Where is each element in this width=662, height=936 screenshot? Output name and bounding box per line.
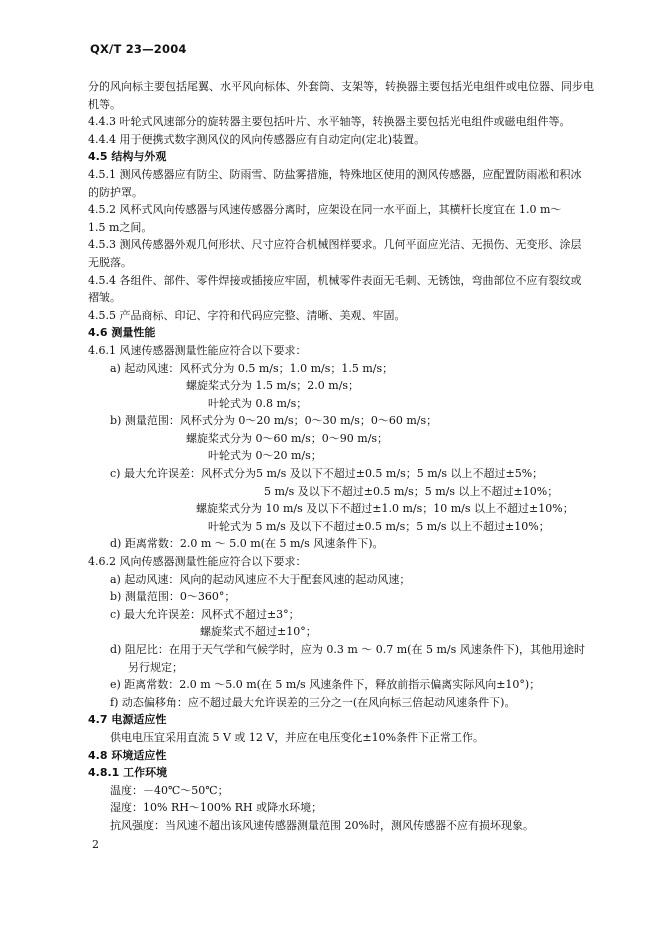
- clause-4-5-4: 4.5.4 各组件、部件、零件焊接或插接应牢固，机械零件表面无毛刺、无锈蚀，弯曲部位不应有裂纹或: [88, 273, 582, 287]
- clause-4-4-3: 4.4.3 叶轮式风速部分的旋转器主要包括叶片、水平轴等，转换器主要包括光电组件或磁电组件等。: [88, 115, 571, 129]
- list-item: c) 最大允许误差：风杯式分为5 m/s 及以下不超过±0.5 m/s；5 m/s 以上不超过±5%；: [110, 467, 544, 481]
- list-item: a) 起动风速：风向的起动风速应不大于配套风速的起动风速；: [110, 572, 411, 586]
- text-line: 1.5 m之间。: [88, 220, 153, 234]
- page-number: 2: [92, 838, 99, 851]
- list-continuation: 螺旋桨式分为 10 m/s 及以下不超过±1.0 m/s；10 m/s 以上不超过±10%；: [196, 502, 574, 516]
- list-item: d) 阻尼比：在用于天气学和气候学时，应为 0.3 m ～ 0.7 m(在 5 m/s 风速条件下)，其他用途时: [110, 643, 586, 656]
- paragraph: 湿度：10% RH～100% RH 或降水环境；: [110, 801, 323, 815]
- list-item: b) 测量范围：0～360°；: [110, 590, 236, 604]
- list-continuation: 螺旋桨式分为 1.5 m/s；2.0 m/s；: [186, 379, 360, 393]
- text-line: 无脱落。: [88, 255, 132, 269]
- list-item: c) 最大允许误差：风杯式不超过±3°；: [110, 607, 300, 621]
- list-item: a) 起动风速：风杯式分为 0.5 m/s；1.0 m/s；1.5 m/s；: [110, 361, 394, 375]
- list-continuation: 5 m/s 及以下不超过±0.5 m/s；5 m/s 以上不超过±10%；: [264, 484, 559, 498]
- list-continuation: 另行规定；: [128, 660, 183, 674]
- text-line: 分的风向标主要包括尾翼、水平风向标体、外套筒、支架等，转换器主要包括光电组件或电位器、同步电: [88, 80, 594, 93]
- list-item: d) 距离常数：2.0 m ～ 5.0 m(在 5 m/s 风速条件下)。: [110, 537, 384, 551]
- section-heading-4-7: 4.7 电源适应性: [88, 713, 167, 727]
- text-line: 的防护罩。: [88, 185, 143, 199]
- list-item: f) 动态偏移角：应不超过最大允许误差的三分之一(在风向标三倍起动风速条件下)。: [110, 695, 516, 709]
- clause-4-6-2: 4.6.2 风向传感器测量性能应符合以下要求：: [88, 555, 307, 569]
- clause-4-5-1: 4.5.1 测风传感器应有防尘、防雨雪、防盐雾措施，特殊地区使用的测风传感器，应配置防雨凇和积冰: [88, 167, 582, 181]
- section-heading-4-8: 4.8 环境适应性: [88, 748, 167, 762]
- document-code-header: QX/T 23—2004: [90, 42, 187, 56]
- section-heading-4-6: 4.6 测量性能: [88, 326, 156, 340]
- list-continuation: 叶轮式为 0.8 m/s；: [208, 396, 308, 410]
- text-line: 机等。: [88, 97, 121, 111]
- list-continuation: 叶轮式为 5 m/s 及以下不超过±0.5 m/s；5 m/s 以上不超过±10%；: [208, 519, 550, 533]
- clause-4-5-5: 4.5.5 产品商标、印记、字符和代码应完整、清晰、美观、牢固。: [88, 308, 406, 322]
- clause-4-5-3: 4.5.3 测风传感器外观几何形状、尺寸应符合机械图样要求。几何平面应光洁、无损伤、无变形、涂层: [88, 238, 582, 252]
- clause-4-4-4: 4.4.4 用于便携式数字测风仪的风向传感器应有自动定向(定北)装置。: [88, 132, 426, 146]
- list-continuation: 螺旋桨式分为 0～60 m/s；0～90 m/s；: [186, 431, 389, 445]
- paragraph: 供电电压宜采用直流 5 V 或 12 V，并应在电压变化±10%条件下正常工作。: [110, 730, 485, 744]
- subsection-heading-4-8-1: 4.8.1 工作环境: [88, 766, 168, 780]
- document-body: [88, 78, 610, 835]
- list-item: b) 测量范围：风杯式分为 0～20 m/s；0～30 m/s；0～60 m/s；: [110, 414, 438, 428]
- list-continuation: 螺旋桨式不超过±10°；: [200, 625, 317, 639]
- list-item: e) 距离常数：2.0 m ～5.0 m(在 5 m/s 风速条件下，释放前指示偏离实际风向±10°)；: [110, 678, 541, 692]
- section-heading-4-5: 4.5 结构与外观: [88, 150, 167, 164]
- clause-4-5-2: 4.5.2 风杯式风向传感器与风速传感器分离时，应架设在同一水平面上，其横杆长度宜在 1.0 m～: [88, 203, 562, 217]
- paragraph: 温度：－40℃～50℃；: [110, 783, 229, 797]
- list-continuation: 叶轮式为 0～20 m/s；: [208, 449, 322, 463]
- text-line: 褶皱。: [88, 291, 121, 305]
- clause-4-6-1: 4.6.1 风速传感器测量性能应符合以下要求：: [88, 343, 307, 357]
- paragraph: 抗风强度：当风速不超出该风速传感器测量范围 20%时，测风传感器不应有损坏现象。: [110, 818, 534, 832]
